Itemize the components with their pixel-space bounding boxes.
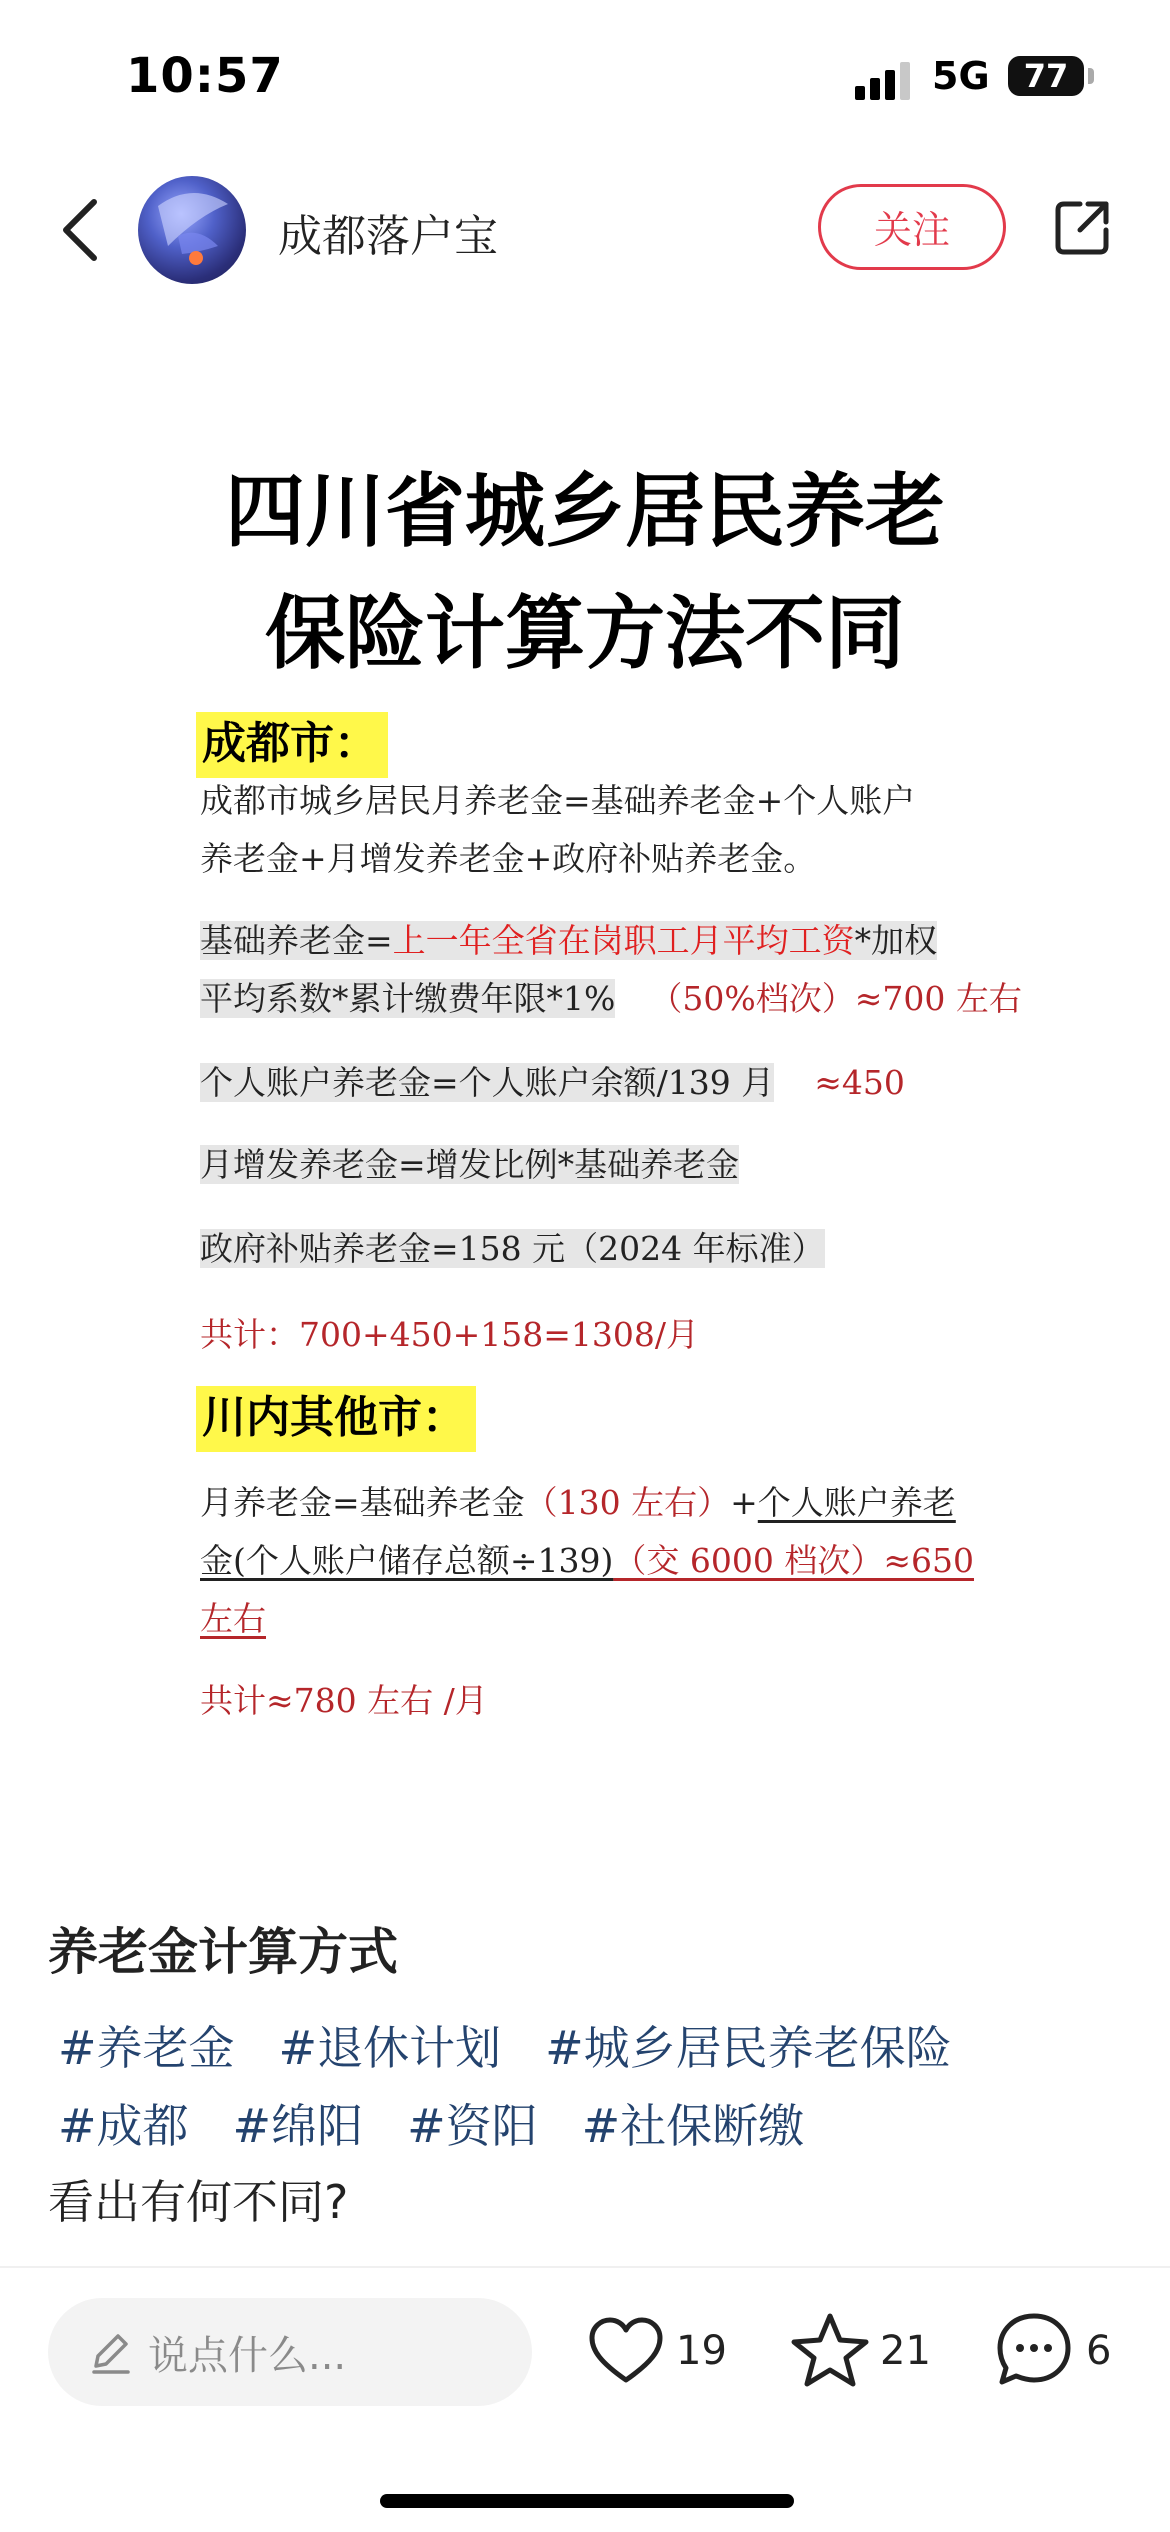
basic-pension-note: （50%档次）≈700 左右 [649, 979, 1022, 1018]
chengdu-total: 共计：700+450+158=1308/月 [200, 1315, 700, 1354]
follow-button[interactable]: 关注 [818, 184, 1006, 270]
personal-account-line [200, 1054, 905, 1112]
status-time: 10:57 [126, 48, 284, 104]
share-icon [1050, 196, 1114, 260]
tag-retirement-plan[interactable]: #退休计划 [278, 2021, 502, 2075]
comment-count: 6 [1086, 2328, 1112, 2374]
others-line1-plus: + [730, 1483, 758, 1522]
comment-placeholder: 说点什么... [148, 2333, 347, 2379]
battery-icon: 77 [1008, 56, 1084, 96]
basic-pension-label: 基础养老金= [200, 921, 393, 960]
comment-bubble-icon [994, 2310, 1074, 2390]
comment-button[interactable] [994, 2310, 1074, 2394]
back-button[interactable] [50, 190, 110, 270]
pen-icon [86, 2328, 134, 2376]
basic-pension-formula: 平均系数*累计缴费年限*1% [200, 979, 616, 1018]
chengdu-formula-line2: 养老金+月增发养老金+政府补贴养老金。 [200, 839, 817, 878]
favorite-count: 21 [880, 2328, 931, 2374]
others-line1-personal: 个人账户养老 [757, 1483, 956, 1522]
signal-icon [855, 62, 915, 100]
like-button[interactable] [586, 2312, 666, 2396]
basic-pension-line2 [200, 970, 1022, 1028]
tag-mianyang[interactable]: #绵阳 [232, 2099, 364, 2153]
subsidy-pension-line [200, 1220, 825, 1278]
basic-pension-weight: *加权 [854, 921, 938, 960]
heart-icon [586, 2312, 666, 2392]
chevron-left-icon [50, 190, 110, 270]
others-line3: 左右 [200, 1599, 266, 1638]
home-indicator[interactable] [380, 2494, 794, 2508]
others-line1-basic-note: （130 左右） [524, 1483, 731, 1522]
tag-pension[interactable]: #养老金 [58, 2021, 235, 2075]
comment-input[interactable] [48, 2298, 532, 2406]
tag-row-1 [58, 2012, 1138, 2078]
poster-title-line1: 四川省城乡居民养老 [225, 465, 945, 558]
post-title: 养老金计算方式 [48, 1923, 398, 1981]
others-total: 共计≈780 左右 /月 [200, 1681, 488, 1720]
tag-resident-pension[interactable]: #城乡居民养老保险 [545, 2021, 952, 2075]
others-heading: 川内其他市： [196, 1386, 476, 1452]
author-avatar[interactable] [138, 176, 246, 284]
others-line1 [200, 1474, 956, 1532]
others-line1-formula: 月养老金=基础养老金 [200, 1483, 525, 1522]
network-label: 5G [932, 54, 990, 98]
increase-pension-line [200, 1136, 739, 1194]
bottom-divider [0, 2266, 1170, 2268]
post-body-text: 看出有何不同? [48, 2175, 349, 2229]
chengdu-formula-line1: 成都市城乡居民月养老金=基础养老金+个人账户 [200, 781, 916, 820]
tag-row-2 [58, 2090, 1138, 2156]
increase-pension-formula: 月增发养老金=增发比例*基础养老金 [200, 1145, 740, 1184]
avatar-art-icon [138, 176, 246, 284]
battery-tip [1088, 68, 1094, 84]
favorite-button[interactable] [790, 2310, 870, 2394]
poster-title-line2: 保险计算方法不同 [265, 587, 905, 680]
basic-pension-wage: 上一年全省在岗职工月平均工资 [392, 921, 855, 960]
basic-pension-line1 [200, 912, 937, 970]
tag-ziyang[interactable]: #资阳 [407, 2099, 538, 2153]
tag-chengdu[interactable]: #成都 [58, 2099, 189, 2153]
tag-social-security[interactable]: #社保断缴 [581, 2099, 805, 2153]
others-line2-note: （交 6000 档次）≈650 [613, 1541, 974, 1580]
personal-account-note: ≈450 [814, 1063, 905, 1102]
subsidy-pension-formula: 政府补贴养老金=158 元（2024 年标准） [200, 1229, 825, 1268]
star-icon [790, 2310, 870, 2390]
author-name[interactable]: 成都落户宝 [278, 211, 498, 262]
chengdu-heading: 成都市： [196, 712, 388, 778]
like-count: 19 [676, 2328, 727, 2374]
personal-account-formula: 个人账户养老金=个人账户余额/139 月 [200, 1063, 775, 1102]
share-button[interactable] [1050, 196, 1114, 260]
others-line2 [200, 1532, 974, 1590]
others-line2-formula: 金(个人账户储存总额÷139) [200, 1541, 614, 1580]
